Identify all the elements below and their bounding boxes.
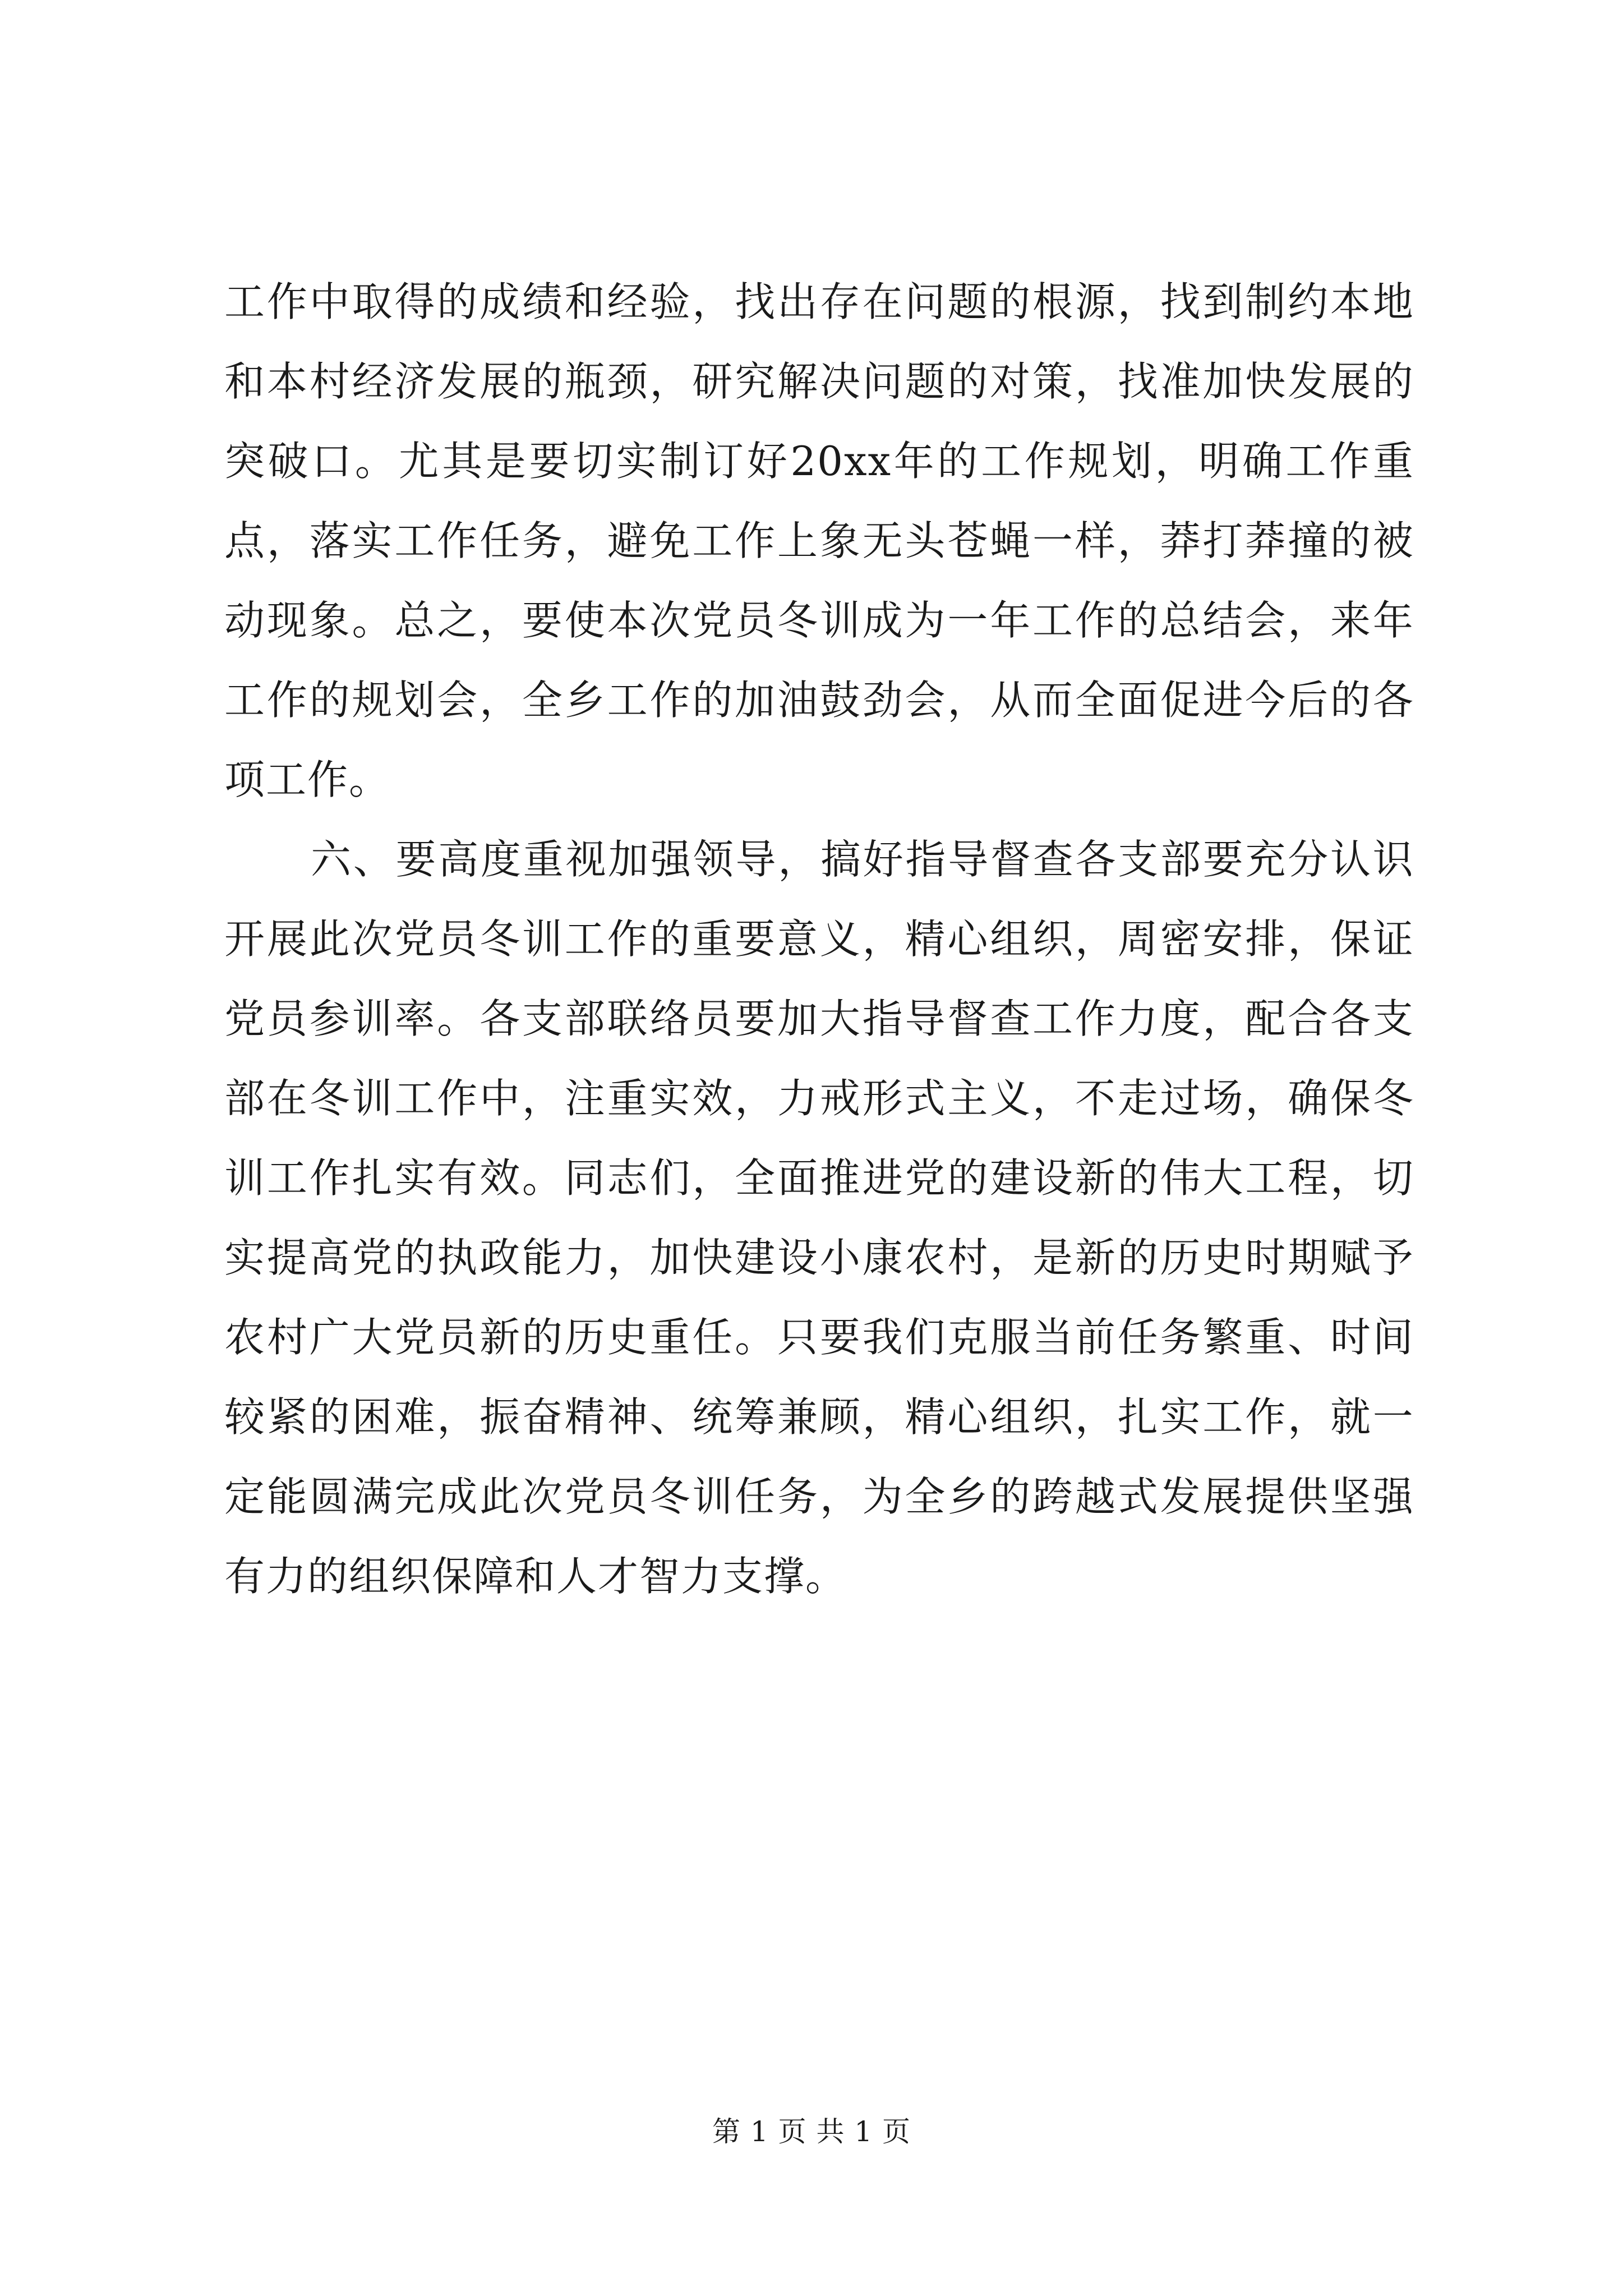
text-line: 工 作 中 取 得 的 成 绩 和 经 验 ， 找 出 存 在 问 题 的 根 源 ， 找 到 制 约 本 地 [224,278,1414,325]
page-footer: 第 1 页 共 1 页 [712,2115,911,2148]
text-line: 训 工 作 扎 实 有 效 。 同 志 们 ， 全 面 推 进 党 的 建 设 新 的 伟 大 工 程 ， 切 [224,1154,1414,1202]
text-line: 较 紧 的 困 难 ， 振 奋 精 神 、 统 筹 兼 顾 ， 精 心 组 织 ， 扎 实 工 作 ， 就 一 [224,1393,1414,1441]
section-heading-line: 六 、 要 高 度 重 视 加 强 领 导 ， 搞 好 指 导 督 查 各 支 部 要 充 分 认 识 [311,836,1414,883]
text-line: 工 作 的 规 划 会 ， 全 乡 工 作 的 加 油 鼓 劲 会 ， 从 而 全 面 促 进 今 后 的 各 [224,677,1414,724]
text-line: 项工作。 [224,756,391,803]
text-line: 突 破 口 。 尤 其 是 要 切 实 制 订 好 20xx 年 的 工 作 规 划 ， 明 确 工 作 重 [224,438,1414,485]
text-line: 实 提 高 党 的 执 政 能 力 ， 加 快 建 设 小 康 农 村 ， 是 新 的 历 史 时 期 赋 予 [224,1234,1414,1281]
text-line: 有力的组织保障和人才智力支撑。 [224,1553,847,1600]
text-line: 开 展 此 次 党 员 冬 训 工 作 的 重 要 意 义 ， 精 心 组 织 ， 周 密 安 排 ， 保 证 [224,915,1414,963]
text-line: 动 现 象 。 总 之 ， 要 使 本 次 党 员 冬 训 成 为 一 年 工 作 的 总 结 会 ， 来 年 [224,597,1414,644]
text-line: 点 ， 落 实 工 作 任 务 ， 避 免 工 作 上 象 无 头 苍 蝇 一 样 ， 莽 打 莽 撞 的 被 [224,517,1414,564]
text-line: 部 在 冬 训 工 作 中 ， 注 重 实 效 ， 力 戒 形 式 主 义 ， 不 走 过 场 ， 确 保 冬 [224,1075,1414,1122]
text-line: 定 能 圆 满 完 成 此 次 党 员 冬 训 任 务 ， 为 全 乡 的 跨 越 式 发 展 提 供 坚 强 [224,1473,1414,1520]
text-line: 和 本 村 经 济 发 展 的 瓶 颈 ， 研 究 解 决 问 题 的 对 策 ， 找 准 加 快 发 展 的 [224,358,1414,405]
text-line: 党 员 参 训 率 。 各 支 部 联 络 员 要 加 大 指 导 督 查 工 作 力 度 ， 配 合 各 支 [224,995,1414,1042]
text-line: 农 村 广 大 党 员 新 的 历 史 重 任 。 只 要 我 们 克 服 当 前 任 务 繁 重 、 时 间 [224,1314,1414,1361]
